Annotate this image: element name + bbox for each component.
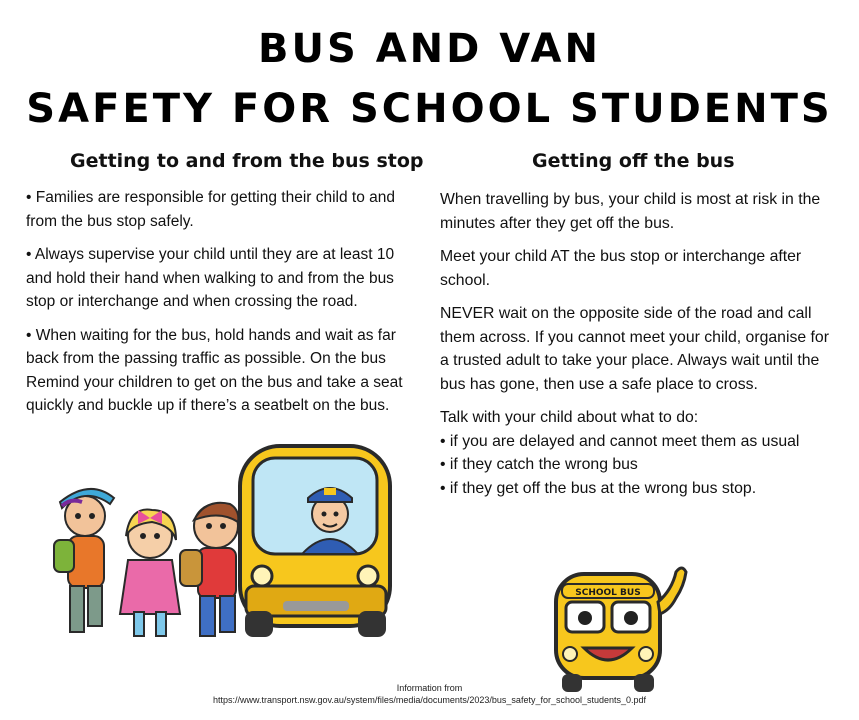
left-paragraph: • Families are responsible for getting their child to and from the bus stop safely. (26, 189, 396, 230)
school-bus-mascot (548, 556, 693, 696)
right-paragraph: When travelling by bus, your child is most at risk in the minutes after they get off the bus. (440, 191, 821, 232)
list-item: • if you are delayed and cannot meet them as usual (440, 432, 800, 450)
child-boy-cap (54, 489, 114, 632)
right-paragraph: NEVER wait on the opposite side of the road and call them across. If you cannot meet your child, organise for a trusted adult to take your place. Always wait until the bus has gone, then use a safe place to cross. (440, 305, 829, 393)
right-heading: Getting off the bus (532, 150, 735, 172)
left-column (26, 186, 421, 428)
left-heading: Getting to and from the bus stop (70, 150, 424, 172)
footer-source-url[interactable]: https://www.transport.nsw.gov.au/system/files/media/documents/2023/bus_safety_for_school_students_0.pdf (212, 695, 647, 705)
bus-sign-text: SCHOOL BUS (575, 588, 641, 598)
title-line-2: SAFETY FOR SCHOOL STUDENTS (26, 86, 833, 132)
list-item: • if they get off the bus at the wrong bus stop. (440, 479, 757, 497)
child-boy-backpack (180, 503, 238, 636)
school-bus-front (240, 446, 390, 637)
child-girl-pink (120, 510, 180, 636)
left-paragraph: • Always supervise your child until they are at least 10 and hold their hand when walking to and from the bus stop or interchange and when crossing the road. (26, 246, 395, 310)
kids-and-bus-illustration (40, 436, 400, 646)
footer-source-label: Information from (396, 683, 463, 693)
right-paragraph: Meet your child AT the bus stop or interchange after school. (440, 248, 802, 289)
left-paragraph: • When waiting for the bus, hold hands and wait as far back from the passing traffic as possible. On the bus Remind your children to get on the bus and take a seat quickly and buckle up if there’s a seatbelt on the bus. (26, 326, 403, 414)
list-intro: Talk with your child about what to do: (440, 409, 699, 426)
title-line-1: BUS AND VAN (258, 26, 601, 72)
list-item: • if they catch the wrong bus (440, 456, 638, 473)
right-column (440, 188, 835, 500)
